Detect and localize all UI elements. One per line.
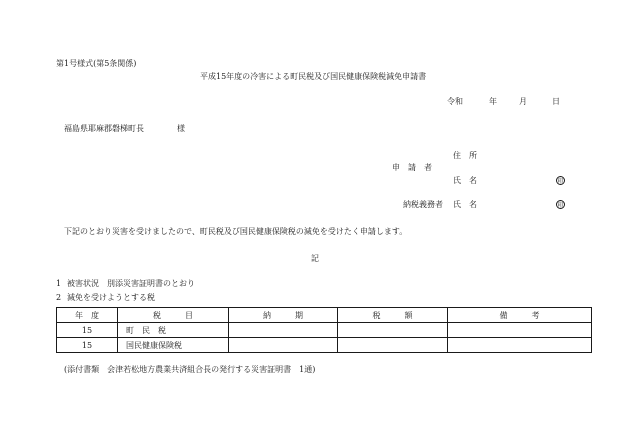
table-header-row bbox=[57, 308, 592, 323]
form-title: 平成15年度の冷害による町民税及び国民健康保険税減免申請書 bbox=[200, 72, 427, 81]
header-tax-amount: 税 額 bbox=[338, 308, 448, 323]
date-year: 年 bbox=[489, 97, 497, 106]
row2-payment-period bbox=[229, 338, 338, 353]
row2-remarks bbox=[448, 338, 592, 353]
address-label: 住 所 bbox=[453, 151, 477, 160]
header-remarks: 備 考 bbox=[448, 308, 592, 323]
header-payment-period: 納 期 bbox=[229, 308, 338, 323]
row2-tax-amount bbox=[338, 338, 448, 353]
attachment-note: (添付書類 会津若松地方農業共済組合長の発行する災害証明書 1通) bbox=[64, 365, 316, 374]
row1-fiscal-year: 15 bbox=[57, 323, 118, 338]
item-2-text: 減免を受けようとする税 bbox=[67, 293, 155, 302]
applicant-label: 申 請 者 bbox=[392, 163, 432, 172]
item-2-number: 2 bbox=[56, 293, 62, 302]
table-row bbox=[57, 323, 592, 338]
item-1-number: 1 bbox=[56, 279, 62, 288]
taxpayer-seal-icon: 印 bbox=[557, 202, 564, 209]
date-month: 月 bbox=[519, 97, 527, 106]
row2-tax-item: 国民健康保険税 bbox=[118, 338, 229, 353]
row1-payment-period bbox=[229, 323, 338, 338]
applicant-name-label: 氏 名 bbox=[453, 176, 477, 185]
addressee-name: 福島県耶麻郡磐梯町長 bbox=[64, 124, 144, 133]
applicant-seal-icon: 印 bbox=[557, 178, 564, 185]
row1-tax-item: 町 民 税 bbox=[118, 323, 229, 338]
form-number: 第1号様式(第5条関係) bbox=[56, 59, 137, 68]
item-1-text: 被害状況 別添災害証明書のとおり bbox=[67, 279, 195, 288]
taxpayer-label: 納税義務者 bbox=[403, 200, 443, 209]
date-day: 日 bbox=[552, 97, 560, 106]
body-text: 下記のとおり災害を受けましたので、町民税及び国民健康保険税の減免を受けたく申請します。 bbox=[64, 227, 408, 236]
row1-remarks bbox=[448, 323, 592, 338]
header-fiscal-year: 年 度 bbox=[57, 308, 118, 323]
table-row bbox=[57, 338, 592, 353]
addressee-honorific: 様 bbox=[177, 124, 185, 133]
row1-tax-amount bbox=[338, 323, 448, 338]
row2-fiscal-year: 15 bbox=[57, 338, 118, 353]
taxpayer-name-label: 氏 名 bbox=[453, 200, 477, 209]
tax-table bbox=[56, 307, 592, 353]
header-tax-item: 税 目 bbox=[118, 308, 229, 323]
date-era: 令和 bbox=[447, 97, 463, 106]
ki-mark: 記 bbox=[311, 254, 319, 263]
